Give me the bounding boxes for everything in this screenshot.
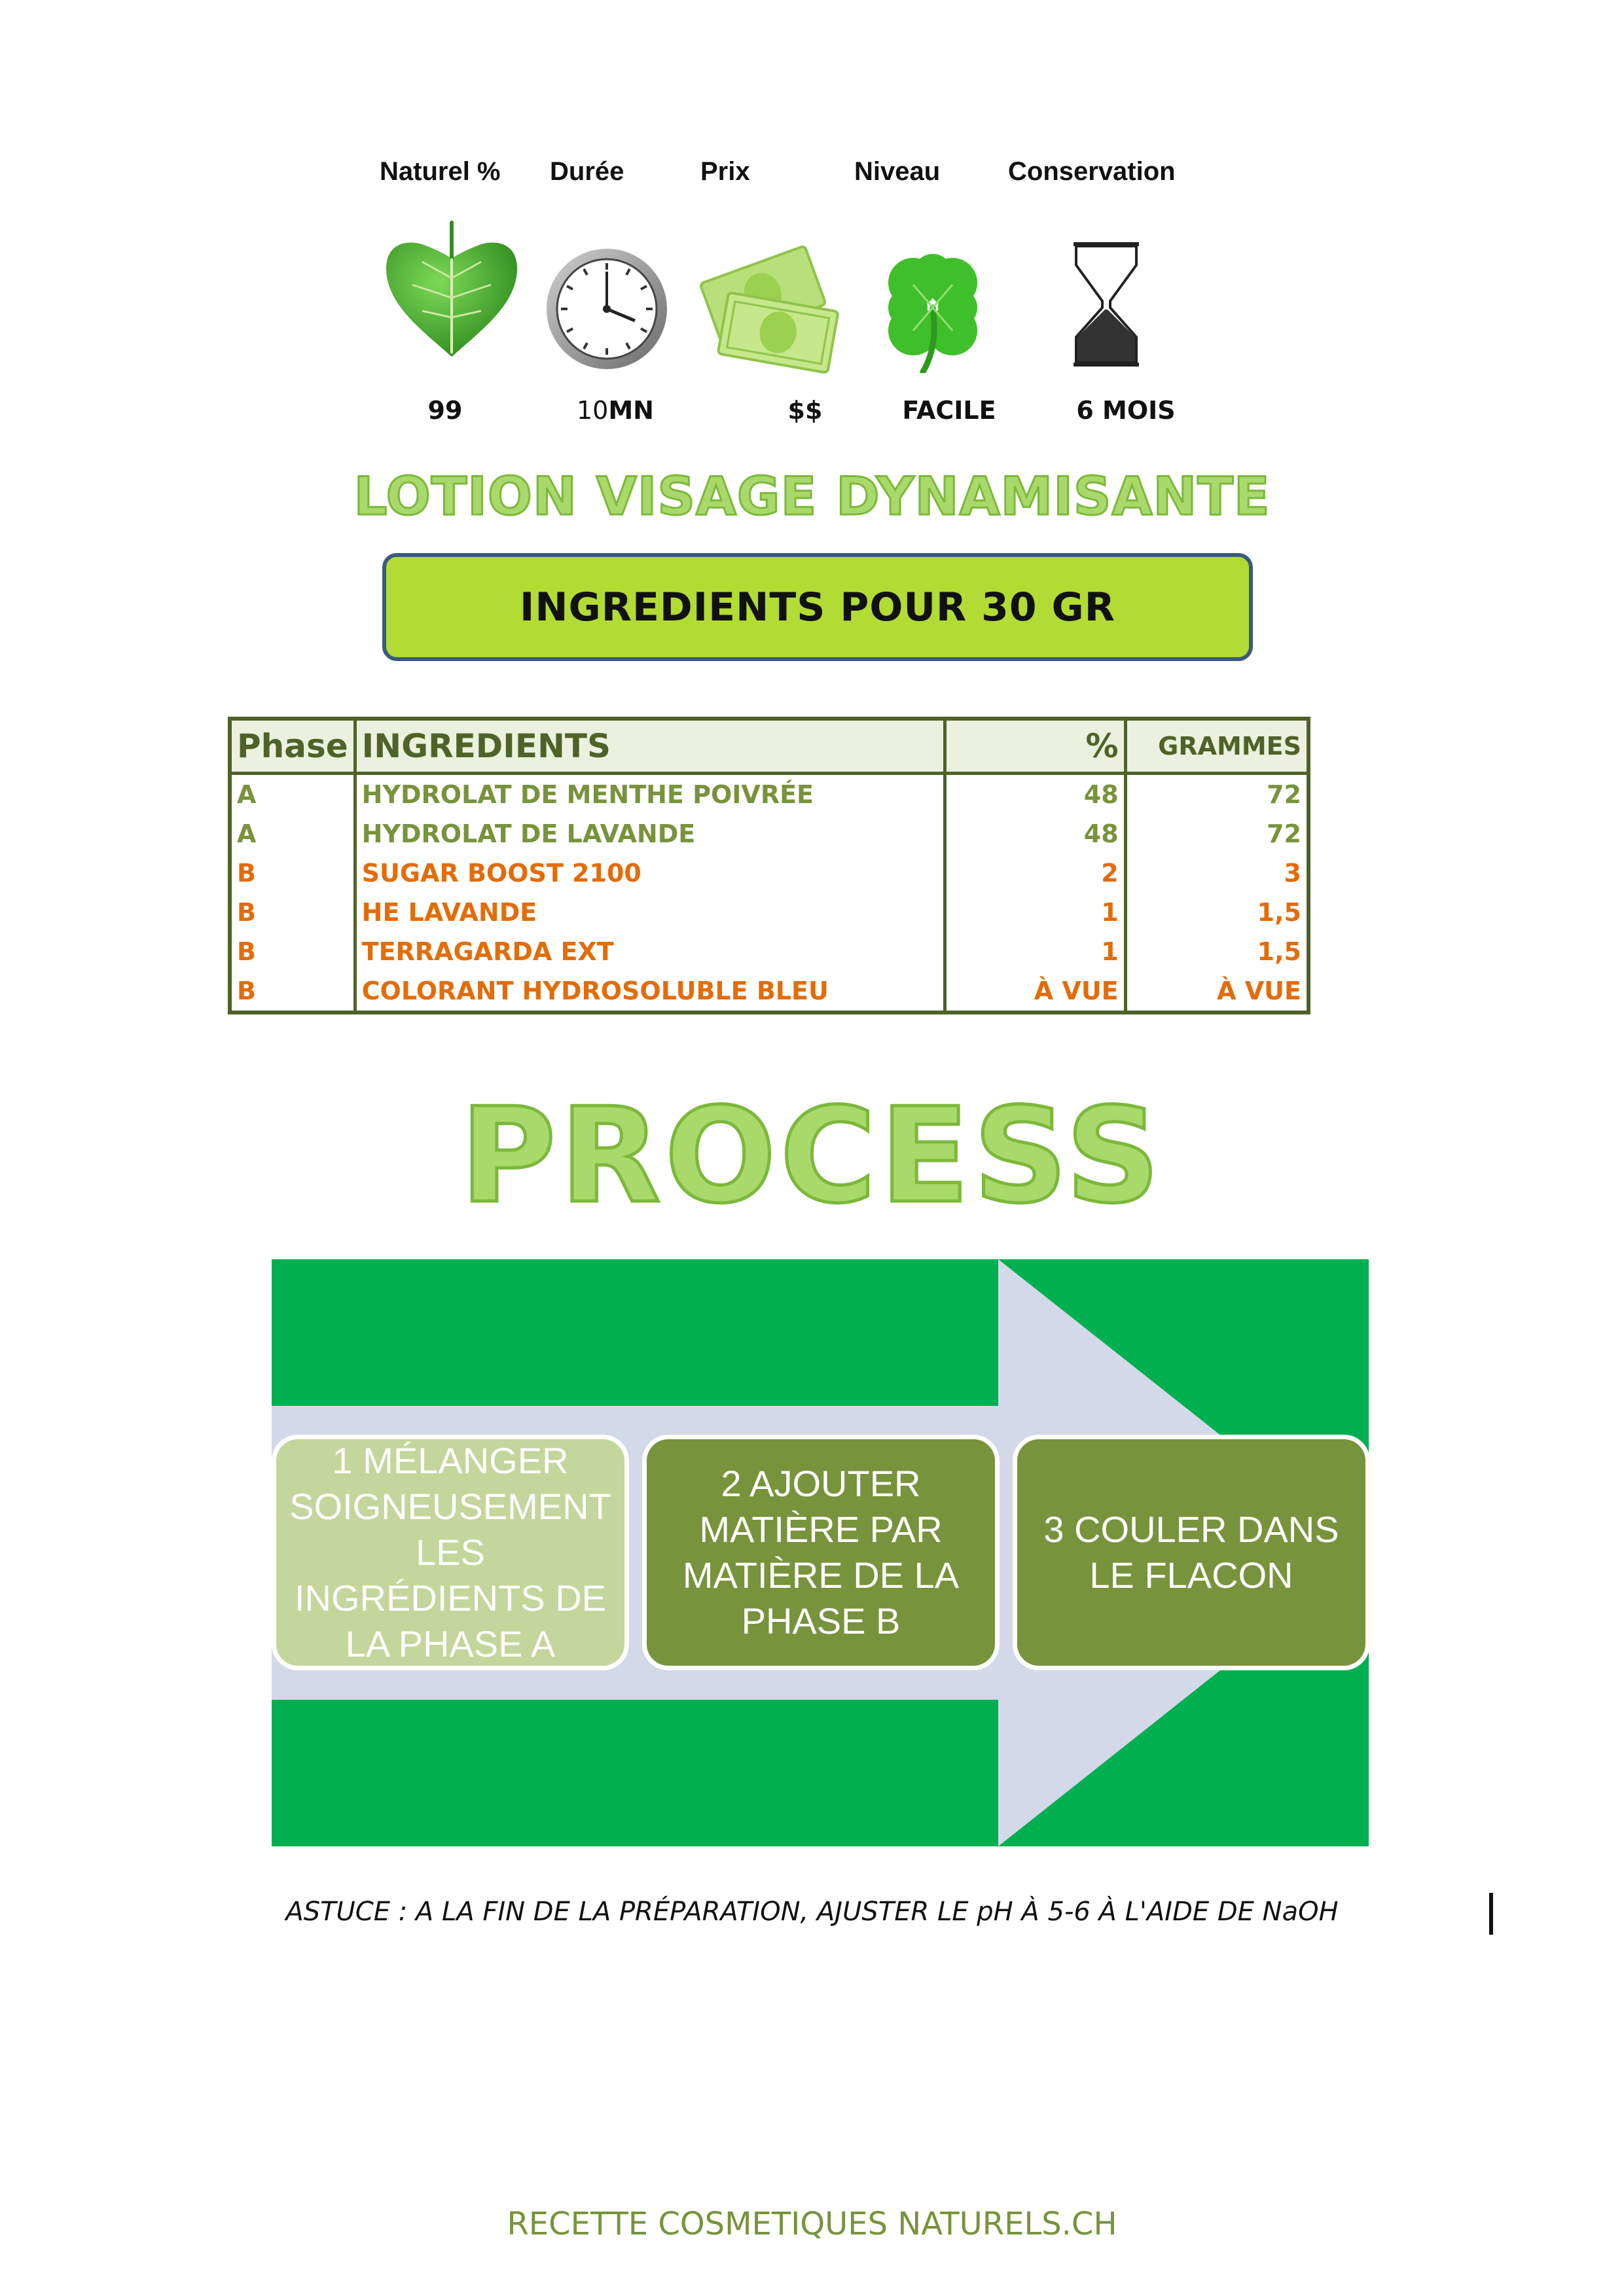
value-conservation: 6 MOIS: [1076, 396, 1176, 425]
cell-percent: 1: [945, 893, 1125, 932]
label-duree: Durée: [550, 157, 624, 186]
cell-percent: À VUE: [945, 971, 1125, 1013]
process-step-1: [272, 1435, 629, 1670]
text-cursor: [1489, 1893, 1493, 1935]
cell-grams: 72: [1267, 819, 1301, 848]
process-step-1-text: 1 MÉLANGER SOIGNEUSEMENT LES INGRÉDIENTS DE LA PHASE A: [289, 1440, 611, 1664]
ingredients-table: [228, 717, 1310, 1014]
cell-phase: B: [230, 893, 355, 932]
cell-ingredient: COLORANT HYDROSOLUBLE BLEU: [355, 971, 945, 1013]
cell-ingredient: HYDROLAT DE LAVANDE: [355, 814, 945, 853]
header-ingredients: INGREDIENTS: [355, 719, 945, 774]
table-row: [230, 814, 1308, 853]
cell-ingredient: HE LAVANDE: [355, 893, 945, 932]
cell-grams: À VUE: [1217, 977, 1301, 1005]
process-step-2-text: 2 AJOUTER MATIÈRE PAR MATIÈRE DE LA PHASE B: [682, 1463, 960, 1641]
tip-text: ASTUCE : A LA FIN DE LA PRÉPARATION, AJUSTER LE pH À 5-6 À L'AIDE DE NaOH: [285, 1897, 1339, 1927]
label-naturel: Naturel %: [380, 157, 501, 186]
table-header-row: [230, 719, 1308, 774]
cell-ingredient: SUGAR BOOST 2100: [355, 853, 945, 893]
ingredients-header-text: INGREDIENTS POUR 30 GR: [520, 584, 1115, 630]
table-row: [230, 774, 1308, 815]
hourglass-icon: [1067, 239, 1146, 370]
process-title: PROCESS: [460, 1080, 1164, 1232]
value-niveau: FACILE: [902, 396, 996, 425]
cell-ingredient: HYDROLAT DE MENTHE POIVRÉE: [355, 774, 945, 815]
process-step-3: [1013, 1435, 1370, 1670]
label-niveau: Niveau: [854, 157, 941, 186]
process-step-3-text: 3 COULER DANS LE FLACON: [1043, 1509, 1339, 1596]
label-conservation: Conservation: [1008, 157, 1176, 186]
footer-text: RECETTE COSMETIQUES NATURELS.CH: [507, 2206, 1117, 2242]
cell-ingredient: TERRAGARDA EXT: [355, 932, 945, 971]
value-duree: 10MN: [577, 396, 654, 425]
table-row: [230, 971, 1308, 1013]
cell-grams: 1,5: [1257, 898, 1301, 927]
cell-grams: 72: [1267, 780, 1301, 809]
cell-percent: 1: [945, 932, 1125, 971]
value-naturel: 99: [427, 396, 463, 425]
value-prix: $$: [787, 396, 823, 425]
cell-grams: 1,5: [1257, 937, 1301, 966]
cell-phase: A: [230, 774, 355, 815]
cell-phase: B: [230, 932, 355, 971]
header-percent: %: [945, 719, 1125, 774]
label-prix: Prix: [700, 157, 750, 186]
leaf-icon: [383, 219, 520, 363]
table-row: [230, 853, 1308, 893]
header-phase: Phase: [230, 719, 355, 774]
money-icon: [691, 242, 851, 380]
clock-icon: [543, 245, 671, 373]
cell-percent: 48: [945, 774, 1125, 815]
cell-percent: 2: [945, 853, 1125, 893]
clover-icon: [867, 242, 998, 373]
table-row: [230, 893, 1308, 932]
cell-percent: 48: [945, 814, 1125, 853]
ingredients-header-box: [382, 553, 1253, 661]
cell-phase: B: [230, 853, 355, 893]
process-step-2: [642, 1435, 1000, 1670]
recipe-title: LOTION VISAGE DYNAMISANTE: [353, 466, 1271, 527]
cell-phase: A: [230, 814, 355, 853]
cell-phase: B: [230, 971, 355, 1013]
table-row: [230, 932, 1308, 971]
cell-grams: 3: [1284, 859, 1301, 888]
header-grams: GRAMMES: [1125, 719, 1308, 774]
